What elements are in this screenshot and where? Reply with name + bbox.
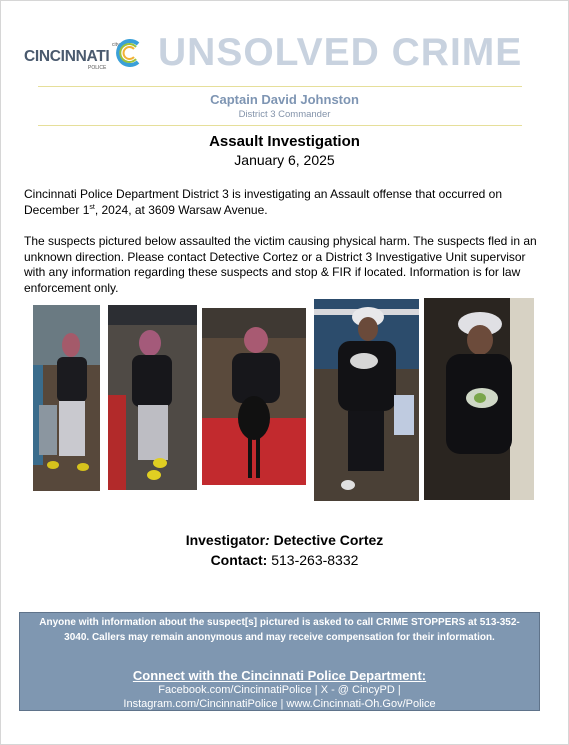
logo-name: CINCINNATI bbox=[24, 48, 110, 65]
header-rule-top bbox=[38, 86, 522, 87]
logo-police: POLICE bbox=[88, 65, 107, 71]
social-links-line2[interactable]: Instagram.com/CincinnatiPolice | www.Cincinnati-Oh.Gov/Police bbox=[123, 698, 436, 710]
suspect-photo-5 bbox=[424, 298, 534, 500]
crime-stoppers-box bbox=[19, 612, 540, 711]
cincinnati-police-logo bbox=[24, 38, 149, 74]
suspect-photo-1 bbox=[33, 305, 100, 491]
incident-paragraph: Cincinnati Police Department District 3 is investigating an Assault offense that occurred on December 1st, 2024, at 3609 Warsaw Avenue. bbox=[24, 187, 503, 217]
header-rule-bottom bbox=[38, 125, 522, 126]
suspect-photo-4 bbox=[314, 299, 419, 501]
suspect-photo-2 bbox=[108, 305, 197, 490]
logo-c-icon bbox=[114, 38, 144, 68]
captain-name: Captain David Johnston bbox=[210, 92, 359, 107]
notice-date: January 6, 2025 bbox=[234, 152, 335, 168]
suspects-paragraph: The suspects pictured below assaulted the victim causing physical harm. The suspects fled in an unknown direction. Please contact Detective Cortez or a District 3 Investigative Unit supervisor with any information regarding these suspects and stop & FIR if located. Information is for law enforcement only. bbox=[24, 234, 537, 295]
contact-line: Contact: 513-263-8332 bbox=[210, 552, 359, 568]
logo-city-of: city of bbox=[112, 42, 126, 48]
connect-heading: Connect with the Cincinnati Police Department: bbox=[132, 668, 427, 683]
unsolved-crime-banner: UNSOLVED CRIME bbox=[158, 31, 523, 74]
suspect-photo-3 bbox=[202, 308, 306, 485]
crime-stoppers-text: Anyone with information about the suspect[s] pictured is asked to call CRIME STOPPERS at 513-352-3040. Callers may remain anonymous and may receive compensation for their information. bbox=[39, 617, 520, 643]
investigator-line: Investigator: Detective Cortez bbox=[185, 532, 384, 548]
notice-title: Assault Investigation bbox=[209, 133, 360, 150]
social-links-line1[interactable]: Facebook.com/CincinnatiPolice | X - @ CincyPD | bbox=[158, 684, 401, 696]
district-commander: District 3 Commander bbox=[238, 109, 331, 120]
